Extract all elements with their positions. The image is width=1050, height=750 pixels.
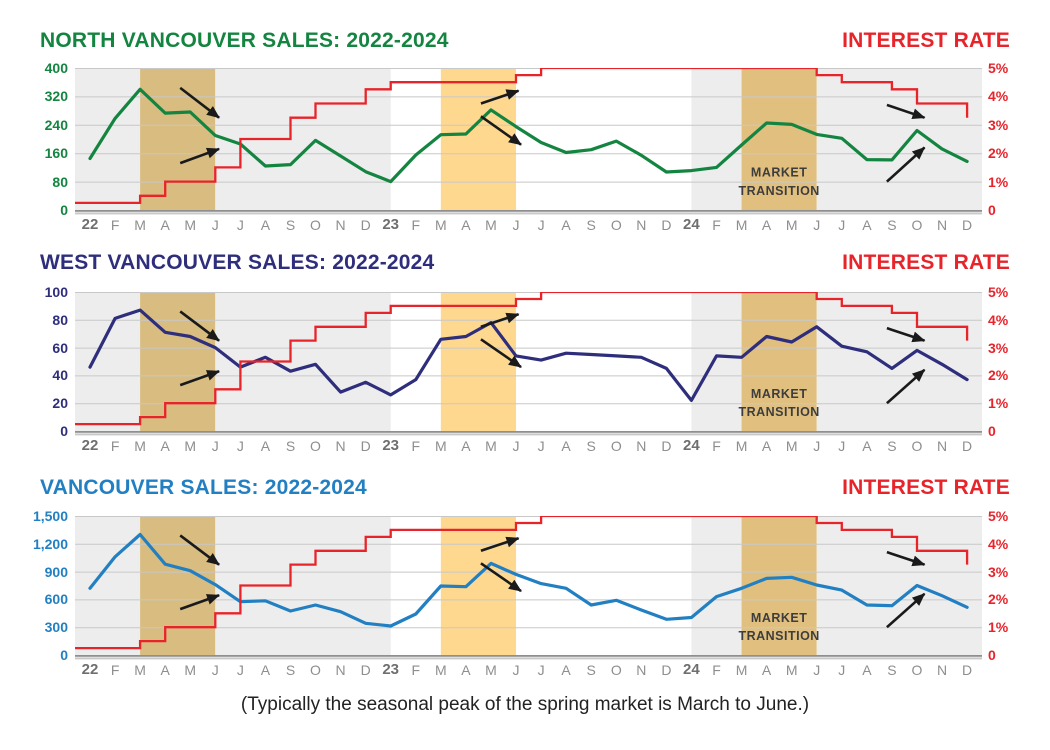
left-axis-tick-west-vancouver: 20 — [52, 395, 68, 412]
month-label: J — [813, 217, 821, 233]
month-label: M — [735, 662, 748, 678]
right-axis-tick: 5% — [988, 284, 1009, 300]
month-label: A — [761, 662, 772, 678]
left-axis-tick-west-vancouver: 100 — [44, 284, 68, 300]
right-axis-tick: 1% — [988, 173, 1009, 190]
left-axis-tick-west-vancouver: 80 — [52, 311, 68, 328]
month-label: O — [911, 662, 923, 678]
month-label: J — [236, 662, 244, 678]
right-axis-tick: 0 — [988, 202, 996, 218]
left-axis-tick-west-vancouver: 40 — [52, 367, 68, 384]
market-transition-label-line1: MARKET — [750, 387, 808, 402]
right-axis-tick: 0 — [988, 423, 996, 439]
month-label: M — [485, 438, 497, 454]
month-label: S — [887, 438, 897, 454]
left-axis-tick-vancouver: 900 — [44, 563, 68, 580]
month-label: A — [260, 217, 271, 233]
month-label: N — [636, 662, 647, 678]
left-axis-tick-vancouver: 600 — [44, 591, 68, 608]
year-label: 22 — [81, 661, 99, 678]
month-label: A — [761, 217, 772, 233]
month-label: A — [761, 438, 772, 454]
chart-title-vancouver: VANCOUVER SALES: 2022-2024 — [40, 476, 367, 499]
region-spring-market-2023 — [441, 68, 516, 210]
month-label: M — [134, 438, 146, 454]
month-label: O — [911, 217, 923, 233]
right-axis-tick: 3% — [988, 563, 1009, 580]
left-axis-tick-north-vancouver: 320 — [44, 88, 68, 105]
month-label: A — [561, 217, 571, 233]
month-label: M — [434, 438, 447, 454]
caption: (Typically the seasonal peak of the spring market is March to June.) — [240, 694, 810, 715]
month-label: N — [636, 438, 647, 454]
month-label: D — [962, 217, 973, 233]
right-axis-tick: 3% — [988, 116, 1009, 133]
right-axis-tick: 1% — [988, 619, 1009, 636]
region-spring-market-2022 — [140, 68, 215, 210]
month-label: A — [160, 438, 170, 454]
month-label: M — [785, 662, 798, 678]
market-transition-label-line2: TRANSITION — [738, 183, 820, 198]
market-transition-label-line2: TRANSITION — [738, 629, 820, 644]
month-label: N — [335, 662, 346, 678]
month-label: D — [661, 217, 672, 233]
right-axis-tick: 2% — [988, 591, 1009, 608]
month-axis-row-vancouver — [0, 661, 1050, 679]
month-label: F — [110, 217, 120, 233]
month-label: D — [962, 438, 973, 454]
month-label: J — [512, 217, 520, 233]
month-axis-row-north-vancouver — [0, 216, 1050, 234]
month-label: A — [160, 662, 170, 678]
month-label: M — [134, 217, 146, 233]
month-label: M — [434, 217, 447, 233]
month-label: O — [310, 662, 321, 678]
month-label: A — [461, 438, 471, 454]
left-axis-tick-vancouver: 1,500 — [32, 508, 68, 524]
month-label: A — [862, 438, 872, 454]
market-transition-label-line1: MARKET — [750, 611, 808, 626]
month-label: J — [813, 662, 821, 678]
month-label: F — [712, 217, 721, 233]
chart-svg-west-vancouver — [75, 292, 982, 436]
right-axis-tick: 4% — [988, 535, 1009, 552]
left-axis-tick-north-vancouver: 80 — [52, 173, 68, 190]
region-spring-market-2022 — [140, 516, 215, 655]
month-label: O — [610, 217, 622, 233]
month-label: S — [285, 217, 296, 233]
year-label: 22 — [81, 437, 99, 454]
left-axis-tick-vancouver: 1,200 — [32, 535, 68, 552]
right-axis-tick: 4% — [988, 311, 1009, 328]
month-label: N — [335, 438, 346, 454]
month-label: N — [936, 217, 948, 233]
right-axis-tick: 5% — [988, 60, 1009, 76]
month-label: A — [461, 662, 471, 678]
month-axis-row-west-vancouver — [0, 437, 1050, 455]
left-axis-tick-north-vancouver: 240 — [44, 116, 68, 133]
month-label: N — [636, 217, 647, 233]
month-label: J — [211, 662, 219, 678]
region-spring-market-2023 — [441, 292, 516, 431]
year-label: 24 — [683, 661, 700, 678]
chart-plot-vancouver — [75, 516, 982, 660]
month-label: D — [962, 662, 973, 678]
year-label: 24 — [683, 437, 700, 454]
month-label: D — [360, 438, 371, 454]
region-offseason — [691, 292, 741, 431]
month-label: M — [134, 662, 146, 678]
month-label: F — [411, 438, 421, 454]
month-label: N — [936, 438, 948, 454]
month-label: S — [285, 662, 296, 678]
month-label: J — [211, 438, 219, 454]
month-label: J — [537, 217, 545, 233]
month-label: A — [260, 438, 271, 454]
month-label: A — [862, 662, 872, 678]
month-label: J — [512, 438, 520, 454]
region-spring-market-2022 — [140, 292, 215, 431]
month-label: M — [735, 217, 748, 233]
chart-svg-vancouver — [75, 516, 982, 660]
month-label: D — [661, 662, 672, 678]
month-label: F — [712, 662, 721, 678]
year-label: 23 — [382, 661, 400, 678]
month-label: N — [936, 662, 948, 678]
left-axis-tick-vancouver: 300 — [44, 619, 68, 636]
month-label: F — [411, 217, 421, 233]
month-label: J — [838, 438, 846, 454]
interest-rate-title: INTEREST RATE — [842, 476, 1010, 499]
chart-svg-north-vancouver — [75, 68, 982, 215]
month-label: A — [260, 662, 271, 678]
month-label: A — [160, 217, 170, 233]
region-offseason — [691, 516, 741, 655]
left-axis-tick-west-vancouver: 0 — [60, 423, 68, 439]
month-label: O — [610, 438, 622, 454]
month-label: M — [785, 438, 798, 454]
month-label: D — [360, 662, 371, 678]
month-label: F — [110, 438, 120, 454]
month-label: J — [211, 217, 219, 233]
right-axis-tick: 1% — [988, 395, 1009, 412]
chart-title-north-vancouver: NORTH VANCOUVER SALES: 2022-2024 — [40, 29, 449, 52]
month-label: J — [236, 217, 244, 233]
right-axis-tick: 2% — [988, 367, 1009, 384]
left-axis-tick-north-vancouver: 160 — [44, 145, 68, 162]
month-label: M — [485, 662, 497, 678]
month-label: A — [461, 217, 471, 233]
right-axis-tick: 5% — [988, 508, 1009, 524]
month-label: M — [785, 217, 798, 233]
left-axis-tick-west-vancouver: 60 — [52, 339, 68, 356]
chart-title-row-west-vancouver — [40, 251, 1010, 275]
month-label: D — [360, 217, 371, 233]
month-label: A — [561, 662, 571, 678]
month-label: J — [537, 438, 545, 454]
interest-rate-title: INTEREST RATE — [842, 29, 1010, 52]
month-label: O — [610, 662, 622, 678]
month-label: M — [184, 217, 197, 233]
chart-title-row-north-vancouver — [40, 29, 1010, 53]
chart-plot-north-vancouver — [75, 68, 982, 215]
interest-rate-title: INTEREST RATE — [842, 251, 1010, 274]
market-transition-label-line2: TRANSITION — [738, 405, 820, 420]
month-label: O — [310, 217, 321, 233]
month-label: S — [887, 217, 897, 233]
right-axis-tick: 3% — [988, 339, 1009, 356]
month-label: O — [310, 438, 321, 454]
month-label: J — [236, 438, 244, 454]
month-label: M — [485, 217, 497, 233]
region-offseason — [691, 68, 741, 210]
right-axis-tick: 0 — [988, 647, 996, 663]
month-label: S — [586, 662, 596, 678]
left-axis-tick-vancouver: 0 — [60, 647, 68, 663]
month-label: J — [838, 217, 846, 233]
month-label: F — [411, 662, 421, 678]
month-label: S — [586, 438, 596, 454]
year-label: 23 — [382, 216, 400, 233]
region-offseason — [75, 68, 140, 210]
month-label: M — [184, 438, 197, 454]
month-label: D — [661, 438, 672, 454]
year-label: 23 — [382, 437, 400, 454]
month-label: J — [813, 438, 821, 454]
month-label: M — [735, 438, 748, 454]
market-transition-label-line1: MARKET — [750, 165, 808, 180]
left-axis-tick-north-vancouver: 0 — [60, 202, 68, 218]
month-label: J — [537, 662, 545, 678]
year-label: 22 — [81, 216, 99, 233]
chart-title-row-vancouver — [40, 476, 1010, 500]
month-label: J — [512, 662, 520, 678]
region-offseason — [75, 516, 140, 655]
year-label: 24 — [683, 216, 700, 233]
chart-plot-west-vancouver — [75, 292, 982, 436]
right-axis-tick: 2% — [988, 145, 1009, 162]
left-axis-tick-north-vancouver: 400 — [44, 60, 68, 76]
month-label: S — [586, 217, 596, 233]
month-label: A — [561, 438, 571, 454]
right-axis-tick: 4% — [988, 88, 1009, 105]
month-label: M — [184, 662, 197, 678]
month-label: F — [110, 662, 120, 678]
month-label: F — [712, 438, 721, 454]
month-label: M — [434, 662, 447, 678]
chart-title-west-vancouver: WEST VANCOUVER SALES: 2022-2024 — [40, 251, 435, 274]
month-label: S — [285, 438, 296, 454]
month-label: J — [838, 662, 846, 678]
month-label: S — [887, 662, 897, 678]
month-label: A — [862, 217, 872, 233]
month-label: N — [335, 217, 346, 233]
month-label: O — [911, 438, 923, 454]
